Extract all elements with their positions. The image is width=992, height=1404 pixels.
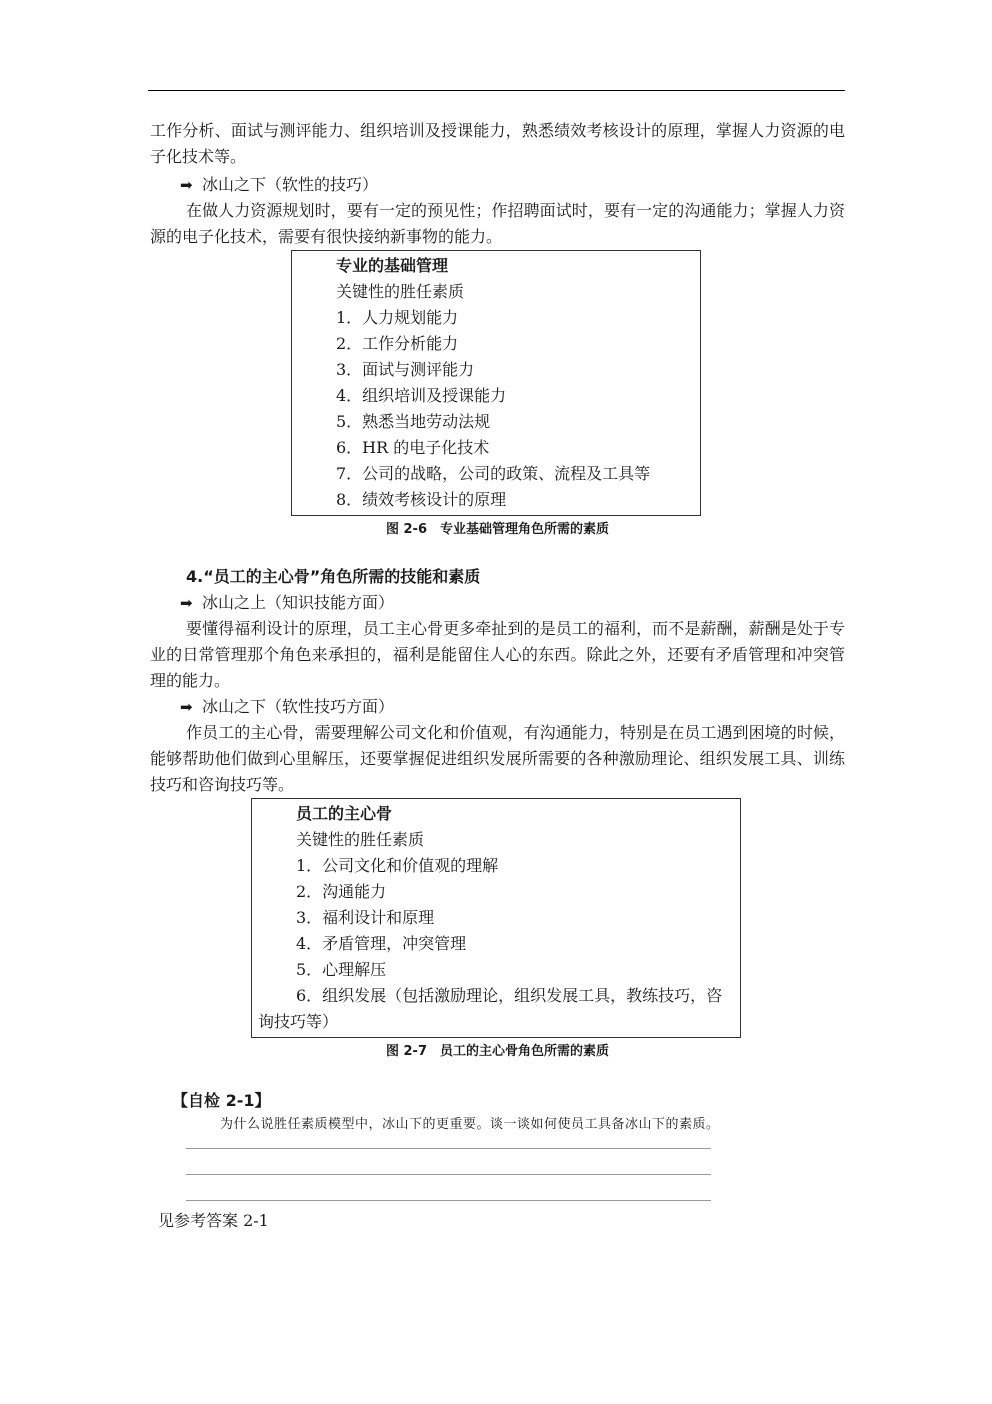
box-item: 8．绩效考核设计的原理 — [336, 490, 507, 509]
paragraph: 作员工的主心骨，需要理解公司文化和价值观，有沟通能力，特别是在员工遇到困境的时候，能够帮助他们做到心里解压，还要掌握促进组织发展所需要的各种激励理论、组织发展工具、训练技巧和咨询技巧等。 — [150, 723, 845, 794]
box-item: 4．矛盾管理，冲突管理 — [296, 934, 467, 953]
box-item: 2．工作分析能力 — [336, 334, 459, 353]
selfcheck-title: 【自检 2-1】 — [172, 1091, 271, 1110]
box-item: 4．组织培训及授课能力 — [336, 386, 507, 405]
bullet-item — [150, 694, 845, 720]
box-item: 2．沟通能力 — [296, 882, 387, 901]
box-item: 5．熟悉当地劳动法规 — [336, 412, 491, 431]
header-rule — [148, 90, 845, 91]
answer-line[interactable] — [186, 1174, 711, 1200]
box-title: 专业的基础管理 — [336, 256, 449, 275]
bullet-text: 冰山之下（软性技巧方面） — [202, 697, 395, 716]
figure-caption: 图 2-7 员工的主心骨角色所需的素质 — [385, 1044, 609, 1059]
box-item: 6．HR 的电子化技术 — [336, 438, 490, 457]
paragraph: 要懂得福利设计的原理，员工主心骨更多牵扯到的是员工的福利，而不是薪酬，薪酬是处于专业的日常管理那个角色来承担的，福利是能留住人心的东西。除此之外，还要有矛盾管理和冲突管理的能力。 — [150, 619, 845, 690]
page-content — [150, 118, 845, 1234]
bullet-item — [150, 172, 845, 198]
figure-caption: 图 2-6 专业基础管理角色所需的素质 — [385, 522, 609, 537]
box-item: 7．公司的战略，公司的政策、流程及工具等 — [336, 464, 651, 483]
box-item: 3．福利设计和原理 — [296, 908, 435, 927]
reference-answer: 见参考答案 2-1 — [158, 1211, 269, 1230]
arrow-right-icon: ➡ — [180, 594, 193, 612]
box-subtitle: 关键性的胜任素质 — [296, 830, 425, 849]
paragraph: 在做人力资源规划时，要有一定的预见性；作招聘面试时，要有一定的沟通能力；掌握人力资源的电子化技术，需要有很快接纳新事物的能力。 — [150, 201, 845, 246]
answer-line[interactable] — [186, 1148, 711, 1174]
competency-box-employee-backbone — [251, 798, 741, 1038]
box-subtitle: 关键性的胜任素质 — [336, 282, 465, 301]
bullet-text: 冰山之上（知识技能方面） — [202, 593, 395, 612]
box-item: 1．公司文化和价值观的理解 — [296, 856, 499, 875]
arrow-right-icon: ➡ — [180, 698, 193, 716]
bullet-item — [150, 590, 845, 616]
box-item: 6．组织发展（包括激励理论，组织发展工具，教练技巧，咨询技巧等） — [258, 986, 723, 1031]
box-item: 5．心理解压 — [296, 960, 387, 979]
bullet-text: 冰山之下（软性的技巧） — [202, 175, 379, 194]
arrow-right-icon: ➡ — [180, 176, 193, 194]
box-item: 1．人力规划能力 — [336, 308, 459, 327]
section-heading: 4.“员工的主心骨”角色所需的技能和素质 — [186, 567, 481, 586]
paragraph-intro: 工作分析、面试与测评能力、组织培训及授课能力，熟悉绩效考核设计的原理，掌握人力资源的电子化技术等。 — [150, 121, 845, 166]
box-item: 3．面试与测评能力 — [336, 360, 475, 379]
selfcheck-question: 为什么说胜任素质模型中，冰山下的更重要。谈一谈如何使员工具备冰山下的素质。 — [220, 1117, 720, 1132]
competency-box-professional — [291, 250, 701, 516]
box-title: 员工的主心骨 — [296, 804, 393, 823]
